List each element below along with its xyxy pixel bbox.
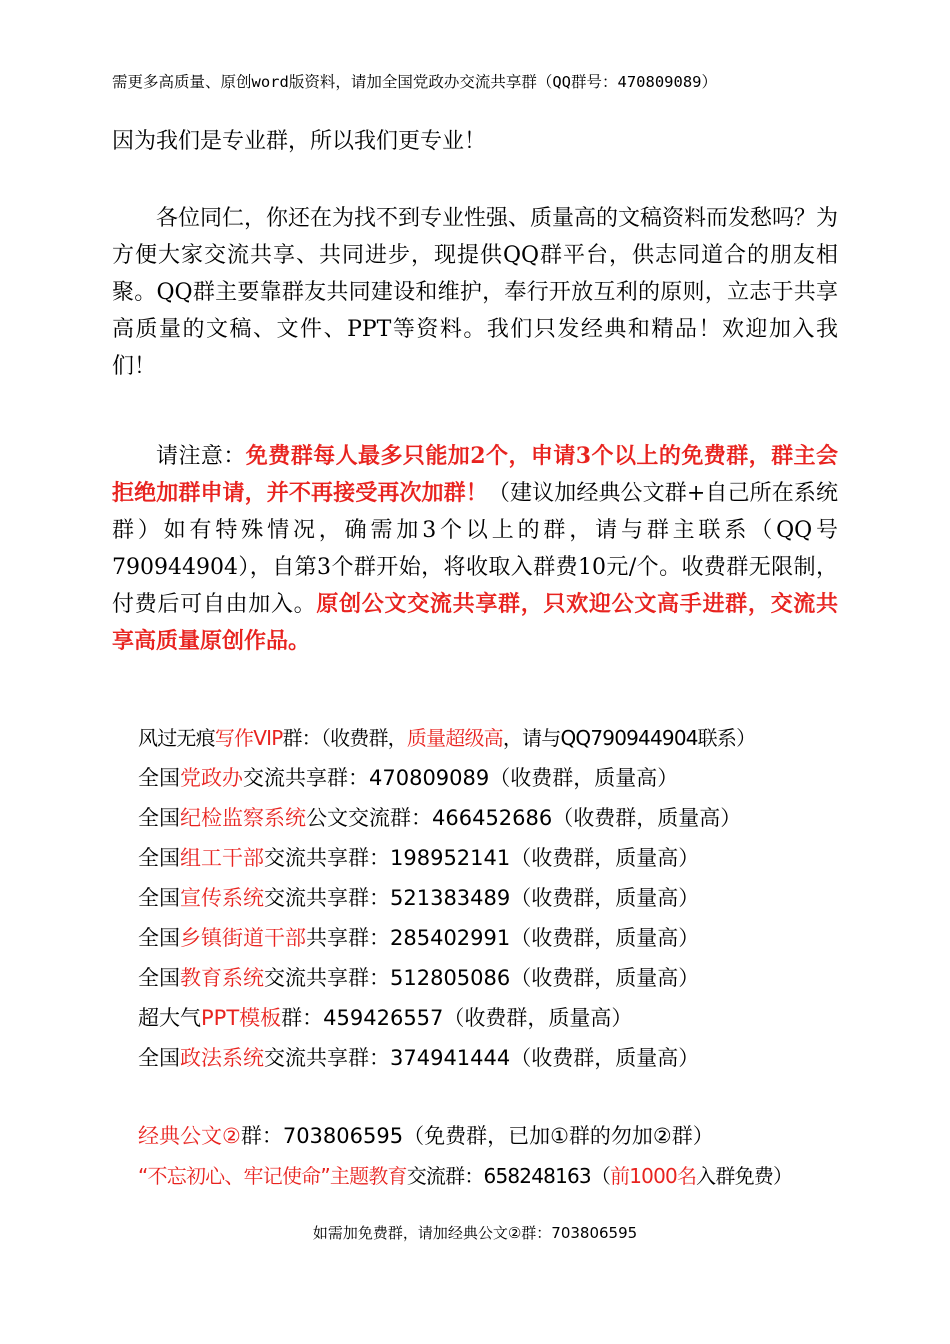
list-item: 全国组工干部交流共享群：198952141（收费群，质量高）	[138, 846, 700, 870]
list-item: 全国教育系统交流共享群：512805086（收费群，质量高）	[138, 966, 700, 990]
list-item: 经典公文②群：703806595（免费群，已加①群的勿加②群）	[138, 1124, 714, 1148]
notice-middle: （建议加经典公文群+自己所在系统群）如有特殊情况，确需加3个以上的群，请与群主联系（QQ号790944904），自第3个群开始，将收取入群费10元/个。收费群无限制，付费后可自由加入。	[112, 481, 838, 617]
notice-paragraph	[112, 438, 838, 660]
list-item: 全国政法系统交流共享群：374941444（收费群，质量高）	[138, 1046, 700, 1070]
paid-group-list	[138, 718, 755, 1078]
notice-closing: 原创公文交流共享群，只欢迎公文高手进群，交流共享高质量原创作品。	[112, 591, 838, 654]
list-item: 超大气PPT模板群：459426557（收费群，质量高）	[138, 1006, 633, 1030]
list-item: “不忘初心、牢记使命”主题教育交流群：658248163（前1000名入群免费）	[138, 1164, 793, 1188]
list-item: 全国党政办交流共享群：470809089（收费群，质量高）	[138, 766, 679, 790]
notice-prefix: 请注意：	[156, 444, 246, 469]
slogan: 因为我们是专业群，所以我们更专业！	[112, 129, 487, 154]
list-item: 风过无痕写作VIP群：（收费群，质量超级高，请与QQ790944904联系）	[138, 726, 756, 750]
notice-rule: 免费群每人最多只能加2个，申请3个以上的免费群，群主会拒绝加群申请，并不再接受再次加群！	[112, 443, 838, 506]
list-item: 全国纪检监察系统公文交流群：466452686（收费群，质量高）	[138, 806, 742, 830]
free-group-list	[138, 1116, 792, 1196]
intro-paragraph: 各位同仁，你还在为找不到专业性强、质量高的文稿资料而发愁吗？为方便大家交流共享、共同进步，现提供QQ群平台，供志同道合的朋友相聚。QQ群主要靠群友共同建设和维护，奉行开放互利的原则，立志于共享高质量的文稿、文件、PPT等资料。我们只发经典和精品！欢迎加入我们！	[112, 206, 839, 379]
footer-notice: 如需加免费群，请加经典公文②群：703806595	[312, 1224, 638, 1242]
list-item: 全国乡镇街道干部共享群：285402991（收费群，质量高）	[138, 926, 700, 950]
list-item: 全国宣传系统交流共享群：521383489（收费群，质量高）	[138, 886, 700, 910]
header-notice: 需更多高质量、原创word版资料，请加全国党政办交流共享群（QQ群号：470809089）	[112, 73, 717, 91]
